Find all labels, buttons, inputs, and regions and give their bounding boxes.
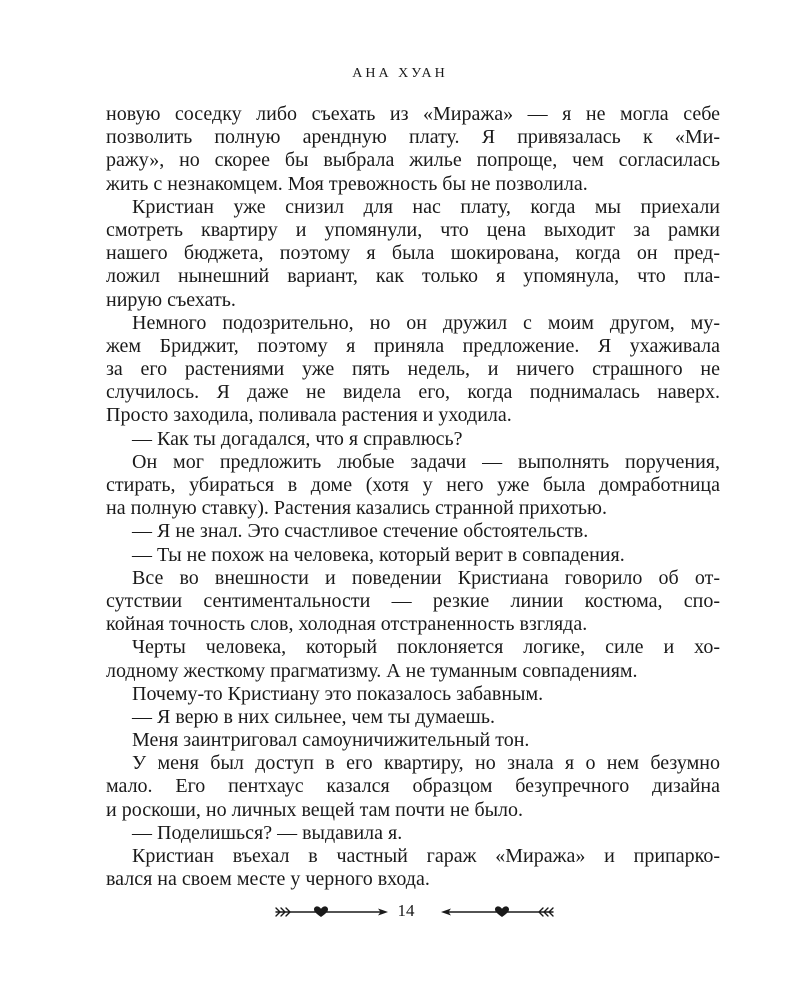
text-line: Кристиан уже снизил для нас плату, когда мы приехали bbox=[132, 195, 720, 218]
text-line: У меня был доступ в его квартиру, но знала я о нем безумно bbox=[132, 752, 720, 775]
text-line: — Поделишься? — выдавила я. bbox=[132, 821, 403, 844]
text-line: жить с незнакомцем. Моя тревожность бы не позволила. bbox=[106, 172, 588, 195]
text-line: нашего бюджета, поэтому я была шокирована, когда он пред- bbox=[106, 242, 720, 265]
text-line: мало. Его пентхаус казался образцом безупречного дизайна bbox=[106, 775, 720, 798]
text-line: жем Бриджит, поэтому я приняла предложение. Я ухаживала bbox=[106, 334, 720, 357]
page-number: 14 bbox=[397, 901, 415, 920]
text-line: Меня заинтриговал самоуничижительный тон. bbox=[132, 729, 530, 752]
text-line: случилось. Я даже не видела его, когда поднималась наверх. bbox=[106, 381, 720, 404]
text-line: на полную ставку). Растения казались странной прихотью. bbox=[106, 497, 607, 520]
text-line: стирать, убираться в доме (хотя у него уже была домработница bbox=[106, 474, 720, 496]
text-line: за его растениями уже пять недель, и ничего страшного не bbox=[106, 358, 720, 381]
right-arrow-heart-ornament bbox=[439, 898, 555, 928]
text-line: Немного подозрительно, но он дружил с моим другом, му- bbox=[132, 311, 720, 334]
text-line: — Я верю в них сильнее, чем ты думаешь. bbox=[132, 705, 495, 728]
text-line: вался на своем месте у черного входа. bbox=[106, 868, 430, 891]
text-line: — Ты не похож на человека, который верит в совпадения. bbox=[132, 543, 625, 566]
running-head: АНА ХУАН bbox=[352, 66, 448, 81]
left-arrow-heart-ornament bbox=[274, 898, 390, 928]
text-line: и роскоши, но личных вещей там почти не было. bbox=[106, 798, 524, 821]
body-text bbox=[106, 103, 720, 891]
text-line: позволить полную арендную плату. Я привязалась к «Ми- bbox=[106, 126, 720, 149]
text-line: лодному жесткому прагматизму. А не туманным совпадениям. bbox=[106, 659, 638, 682]
text-line: ражу», но скорее бы выбрала жилье попроще, чем согласилась bbox=[106, 149, 720, 172]
text-line: сутствии сентиментальности — резкие линии костюма, спо- bbox=[106, 589, 720, 612]
text-line: ложил нынешний вариант, как только я упомянула, что пла- bbox=[106, 265, 720, 288]
folio bbox=[0, 898, 800, 928]
text-line: Просто заходила, поливала растения и уходила. bbox=[106, 404, 512, 427]
text-line: — Как ты догадался, что я справлюсь? bbox=[132, 427, 463, 450]
text-line: Черты человека, который поклоняется логике, силе и хо- bbox=[132, 636, 720, 659]
text-line: Он мог предложить любые задачи — выполнять поручения, bbox=[132, 450, 720, 473]
text-line: Все во внешности и поведении Кристиана говорило об от- bbox=[132, 566, 720, 589]
text-line: койная точность слов, холодная отстраненность взгляда. bbox=[106, 613, 588, 636]
text-line: нирую съехать. bbox=[106, 288, 236, 311]
text-line: новую соседку либо съехать из «Миража» — я не могла себе bbox=[106, 103, 720, 125]
text-line: смотреть квартиру и упомянули, что цена выходит за рамки bbox=[106, 218, 720, 241]
text-line: Почему-то Кристиану это показалось забавным. bbox=[132, 682, 544, 705]
text-line: Кристиан въехал в частный гараж «Миража» и припарко- bbox=[132, 845, 720, 867]
text-line: — Я не знал. Это счастливое стечение обстоятельств. bbox=[132, 520, 589, 543]
